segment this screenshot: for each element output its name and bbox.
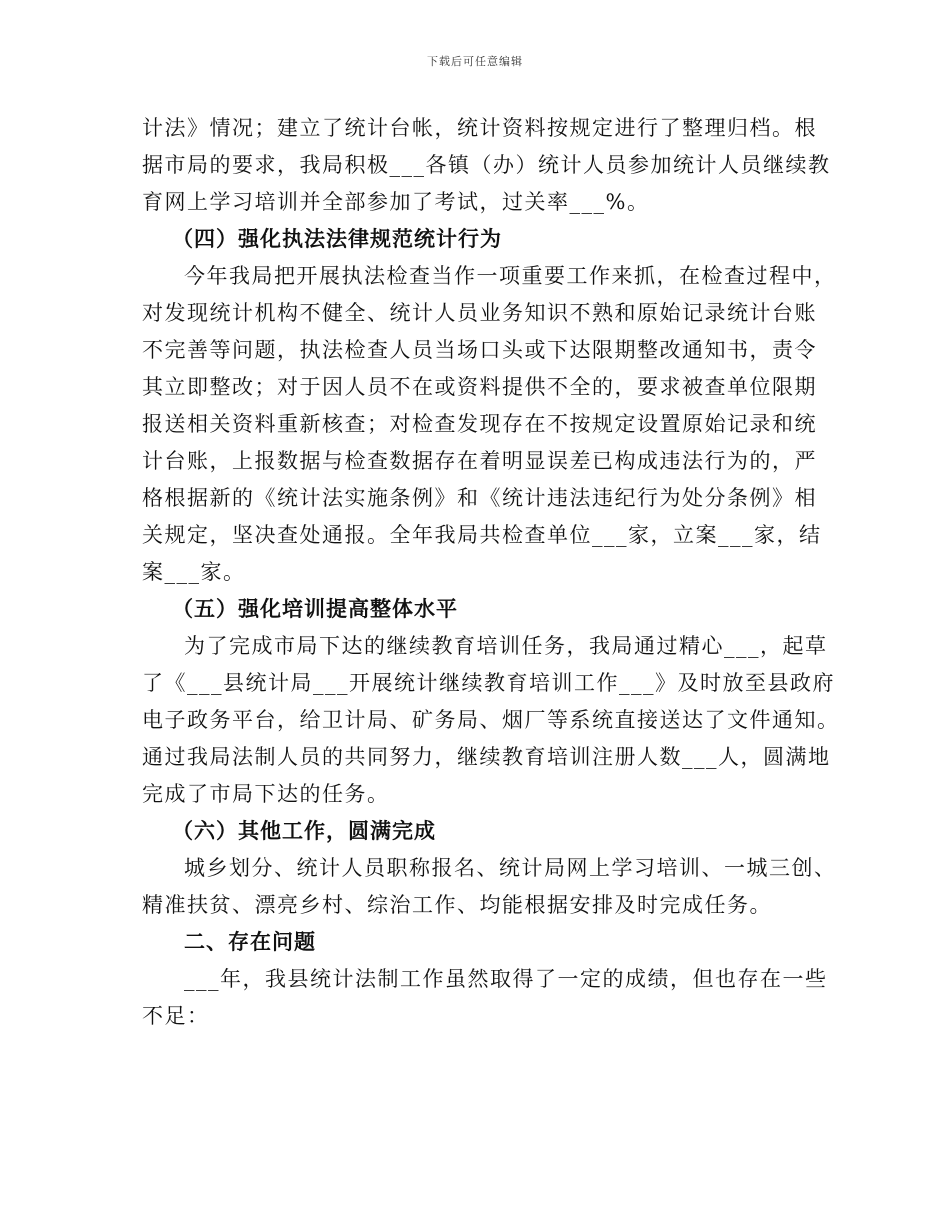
text-line: 关规定，坚决查处通报。全年我局共检查单位___家，立案___家，结 [142,523,822,547]
text-line: 育网上学习培训并全部参加了考试，过关率___%。 [142,190,650,214]
text-line: 为了完成市局下达的继续教育培训任务，我局通过精心___，起草 [184,634,828,658]
text-line: 不完善等问题，执法检查人员当场口头或下达限期整改通知书，责令 [142,338,817,362]
section-heading-6: （六）其他工作，圆满完成 [172,819,436,843]
section-heading-5: （五）强化培训提高整体水平 [172,597,458,621]
paragraph-other-work [142,850,837,924]
paragraph-law-enforcement [142,258,837,591]
text-line: 格根据新的《统计法实施条例》和《统计违法违纪行为处分条例》相 [142,486,817,510]
text-line: 案___家。 [142,560,246,584]
text-line: 今年我局把开展执法检查当作一项重要工作来抓，在检查过程中， [184,264,837,288]
document-body [142,110,840,1035]
text-line: 不足： [142,1004,210,1028]
text-line: ___年，我县统计法制工作虽然取得了一定的成绩，但也存在一些 [184,967,828,991]
paragraph-problems [142,961,828,1035]
text-line: 电子政务平台，给卫计局、矿务局、烟厂等系统直接送达了文件通知。 [142,708,840,732]
text-line: 通过我局法制人员的共同努力，继续教育培训注册人数___人，圆满地 [142,745,831,769]
text-line: 完成了市局下达的任务。 [142,782,390,806]
text-line: 了《___县统计局___开展统计继续教育培训工作___》及时放至县政府 [142,671,835,695]
paragraph-training [142,628,840,813]
text-line: 其立即整改；对于因人员不在或资料提供不全的，要求被查单位限期 [142,375,817,399]
text-line: 对发现统计机构不健全、统计人员业务知识不熟和原始记录统计台账 [142,301,817,325]
text-line: 报送相关资料重新核查；对检查发现存在不按规定设置原始记录和统 [142,412,817,436]
text-line: 据市局的要求，我局积极___各镇（办）统计人员参加统计人员继续教 [142,153,831,177]
text-line: 计台账，上报数据与检查数据存在着明显误差已构成违法行为的，严 [142,449,817,473]
section-heading-problems: 二、存在问题 [184,930,316,954]
paragraph-training-results [142,110,831,221]
text-line: 计法》情况；建立了统计台帐，统计资料按规定进行了整理归档。根 [142,116,817,140]
page-header: 下载后可任意编辑 [427,55,523,68]
text-line: 精准扶贫、漂亮乡村、综治工作、均能根据安排及时完成任务。 [142,893,772,917]
text-line: 城乡划分、统计人员职称报名、统计局网上学习培训、一城三创、 [184,856,837,880]
section-heading-4: （四）强化执法法律规范统计行为 [172,227,502,251]
